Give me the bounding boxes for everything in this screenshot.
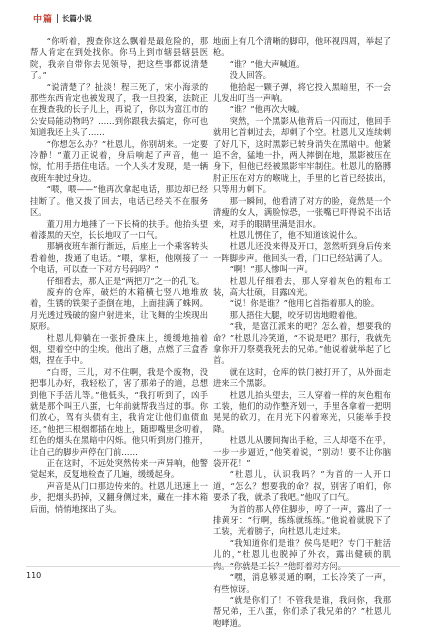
paragraph: “谁？”他再次大喊。 [229,104,305,115]
section-title: 长篇小说 [62,13,92,23]
paragraph: “杜恩儿，认识我吗？”为首的一人开口道，“怎么？想要我的命？叔，别害了咱们，你要杀了我，就杀了我吧。”他叹了口气。 [213,469,391,503]
footer-divider [26,566,400,567]
paragraph: 突然，一个黑影从他背后一闪而过，他回手就用匕首刺过去，却刺了个空。杜恩儿又连续刺了好几下，这时黑影已转身消失在黑暗中。他紧追不舍，猛地一扑，两人摔倒在地，黑影被压在身下，但他已经被黑影牢牢制住。杜恩儿的胳膊肘正压在对方的喉咙上，手里的匕首已经拔出，只等用力刺下。 [213,115,391,195]
paragraph: 董刀用力地捶了一下长椅的扶手。他抬头望着漆黑的天空，长长地叹了一口气。 [30,218,208,240]
paragraph: 正在这时，不远处突然传来一声异响，他警觉起来，反复地检查了几遍，缓缓起身。 [30,458,208,480]
page-number: 110 [26,571,42,580]
paragraph: 声音是从门口那边传来的。杜恩儿迅速上一步，把烟头扔掉，又翻身侧过来，藏在一排木箱后面，悄悄地探出了头。 [30,480,208,514]
paragraph: “我知道你们是谁？侯鸟是吧？专门干脏活儿的，”杜恩儿也脱掉了外衣，露出健硕的肌 [213,537,391,560]
paragraph: 就在这时，仓库的铁门被打开了，从外面走进来三个黑影。 [213,366,391,389]
paragraph: “你想怎么办？”杜恩儿，你别胡来。一定要冷静！”董刀正说着，身后响起了声音，他一惊，忙用手捂住电话。一个人头才发现，是一辆夜班车驶过身边。 [30,138,208,183]
paragraph: “白哥，三儿，对不住啊，我是个废物，没把事儿办好，我轻松了，害了那弟子的道，总想到他下手活儿等。”他低头，“我打听到了，凶手就是那个叫王八蛋，七年前就帮我当过的事。你们放心，驾有头债有主，我肯定让他们血债血还。”他把三根烟都插在地上，随即嘴里念叨着，红色的烟头在黑暗中闪烁。他只听到房门推开，让自己的脚步声停在门前…… [30,366,208,457]
magazine-logo: 中篇 [33,14,54,25]
paragraph: 那一瞬间，他看清了对方的脸，竟然是一个清瘦的女人，满脸惊恐，一张嘴已吓得说不出话来，对手的眼睛里满是泪水。 [213,195,391,229]
paragraph: 杜恩儿从腰间掏出手枪，三人却毫不在乎，一步一步逼近，”他笑着说，“别动！要不让你脑袋开花！” [213,435,391,469]
paragraph: 那人捂住大腿，咬牙切齿地瞪着他。 [229,309,363,320]
paragraph: 他拾起一颗子弹，将它投入黑暗里，不一会儿发出叮当一声响。 [213,81,391,104]
paragraph: 仔细看去，那人正是“两把刀”之一的孔飞。 [46,275,205,286]
header-divider [57,14,58,23]
paragraph: 杜恩儿抬头望去，三人穿着一样的灰色粗布工装，他们的动作整齐划一，手里各拿着一把明晃晃的砍刀，在月光下闪着寒光，只能举手投降。 [213,389,391,434]
left-column [30,36,208,515]
paragraph: “说清楚了？扯淡！程三死了，宋小海录的那些东西肯定也被发现了，我一旦投案，法院正在搜查我的长子儿上，再说了，你以为富江市的公安局能动物吗？……到你跟我去搞定，你可也知道我还上头了…… [30,81,208,138]
paragraph: 杜恩儿还没来得及开口，忽然听到身后传来一阵脚步声。他回头一看，门口已经站满了人。 [213,241,391,263]
paragraph: 废弃的仓库，破烂的木箱横七竖八地堆放着，生锈的铁架子歪倒在地，上面挂满了蛛网。月光透过残破的窗户射进来，让飞舞的尘埃现出原形。 [30,286,208,332]
paragraph: 地面上有几个清晰的脚印，他环视四周，举起了枪。 [213,36,391,58]
paragraph: “就是你们了！不管我是谁，我问你，我那帮兄弟，王八蛋，你们杀了我兄弟的？”杜恩儿咆哮道。 [213,594,391,628]
paragraph: 杜恩儿仰躺在一张折叠床上，缓缓地抽着烟，望着空中的尘埃。他出了趟，点燃了三盒香烟，捏在手中。 [30,332,208,366]
page-header [33,11,92,25]
paragraph: “谁？”他大声喊道。 [229,58,305,69]
paragraph: 没人回答。 [229,70,272,81]
paragraph: 杜恩儿仔细看去，那人穿着灰色的粗布工装，高大壮硕，目露凶光。 [213,275,391,297]
paragraph: “说！你是谁？”他用匕首指着那人的脸。 [229,298,380,309]
paragraph: “我，是富江派来的吧？怎么着，想要我的命？”杜恩儿冷笑道，“不说是吧？那行，我就先拿你开刀祭奠我死去的兄弟。”他说着就举起了匕首。 [213,321,391,366]
paragraph: “喂，喂——”他再次拿起电话，那边却已经挂断了。他又拨了回去，电话已经关不在服务区。 [30,184,208,218]
right-column [213,36,391,629]
paragraph: 杜恩儿愣住了，他不知道该说什么。 [229,229,363,240]
paragraph: 那辆夜班车渐行渐远，后座上一个乘客转头看着他，拨通了电话。“喂，掌柜，他刚接了一个电话，可以查一下对方号码吗？” [30,241,208,275]
paragraph: 为首的那人停住脚步，哼了一声，露出了一排黄牙：“行啊，练练就练练。”他说着就脱下了工装，光着膀子，向杜恩儿走过来。 [213,503,391,537]
paragraph: “啊！”那人惨叫一声。 [229,264,313,275]
paragraph: “你听着，搜查你这么飘着是最危险的，那帮人肯定在到处找你。你马上到市辖县辖县医院，我亲自带你去见领导，把这些事都说清楚了。” [30,36,208,81]
paragraph: “嘿，消息够灵通的啊，工长冷笑了一声，有些惊讶。 [213,572,391,594]
